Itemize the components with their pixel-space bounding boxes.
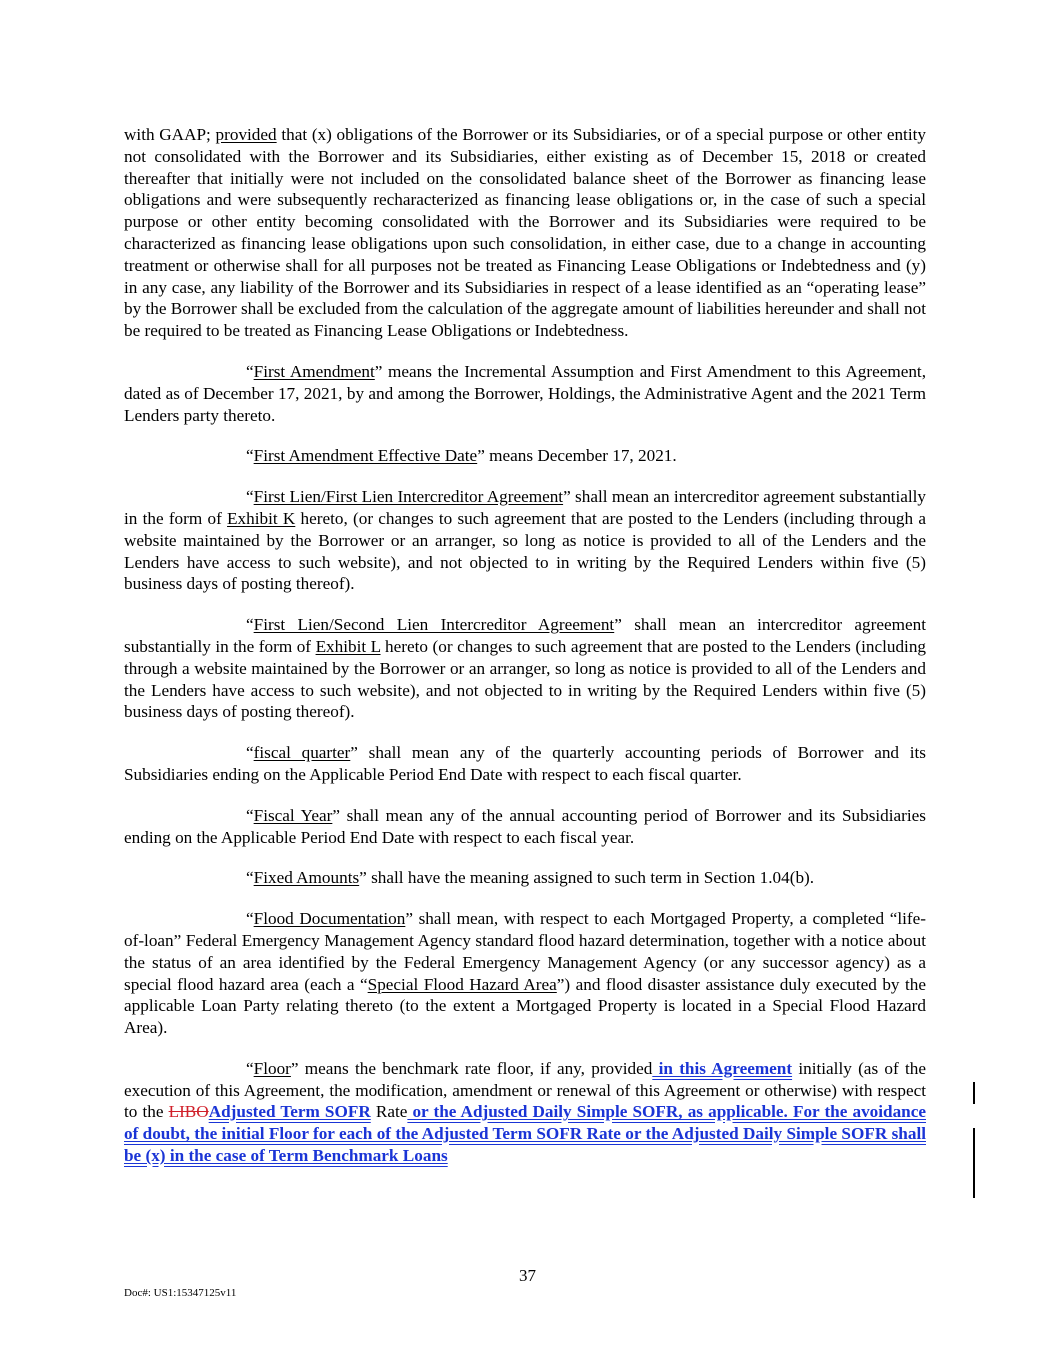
defined-term: First Amendment bbox=[253, 361, 375, 381]
document-body bbox=[124, 124, 926, 1186]
defined-term: First Lien/First Lien Intercreditor Agreement bbox=[253, 487, 564, 507]
text-run: “ bbox=[246, 361, 254, 381]
defined-term: Flood Documentation bbox=[253, 909, 406, 929]
paragraph-first-lien-first-lien bbox=[124, 486, 926, 595]
defined-term: First Amendment Effective Date bbox=[253, 446, 478, 466]
text-run: Rate bbox=[370, 1102, 408, 1122]
paragraph-fiscal-year bbox=[124, 805, 926, 849]
text-run: “ bbox=[246, 805, 254, 825]
text-run: ” shall mean an intercreditor agreement substantially in the form of bbox=[124, 615, 926, 656]
text-run: ” shall mean, with respect to each Mortgaged Property, a completed “life-of-loan” Federal Emergency Management Agency standard flood hazard determination, together with a notice about the status of an area identified by the Federal Emergency Management Agency (or any successor agency) as a special flood hazard area (each a “ bbox=[124, 909, 927, 994]
text-run: “ bbox=[246, 615, 254, 635]
change-bar bbox=[973, 1128, 975, 1198]
text-run: “ bbox=[246, 446, 254, 466]
text-run: hereto (or changes to such agreement that are posted to the Lenders (including through a website maintained by the Borrower or an arranger, so long as notice is provided to all of the Lenders and the Lenders have access to such website), and not objected to in writing by the Required Lenders within five (5) business days of posting thereof). bbox=[124, 636, 927, 722]
text-run: with GAAP; bbox=[124, 125, 216, 144]
text-run: ” shall mean any of the annual accounting period of Borrower and its Subsidiaries ending on the Applicable Period End Date with respect to each fiscal year. bbox=[124, 805, 926, 847]
page-number: 37 bbox=[519, 1266, 536, 1285]
text-run: that (x) obligations of the Borrower or its Subsidiaries, or of a special purpose or other entity not consolidated with the Borrower and its Subsidiaries, either existing as of December 15, 2018 or created thereafter that initially were not included on the consolidated balance sheet of the Borrower as financing lease obligations and were subsequently recharacterized as financing lease obligations or, in the case of such a special purpose or other entity becoming consolidated with the Borrower and its Subsidiaries were required to be characterized as financing lease obligations upon such consolidation, in either case, due to a change in accounting treatment or otherwise shall for all purposes not be treated as Financing Lease Obligations or Indebtedness and (y) in any case, any liability of the Borrower and its Subsidiaries in respect of a lease identified as an “operating lease” by the Borrower shall be excluded from the calculation of the aggregate amount of liabilities hereunder and shall not be required to be treated as Financing Lease Obligations or Indebtedness. bbox=[124, 125, 926, 341]
inserted-text: or the Adjusted Daily Simple SOFR, as applicable. For the avoidance of doubt, the initial Floor for each of the Adjusted Term SOFR Rate or the Adjusted Daily Simple SOFR shall be (x) in the case of Term Benchmark Loans bbox=[124, 1102, 926, 1166]
text-run: “ bbox=[246, 1058, 254, 1078]
text-run: ” shall mean any of the quarterly accounting periods of Borrower and its Subsidiaries ending on the Applicable Period End Date with respect to each fiscal quarter. bbox=[124, 743, 926, 784]
defined-term: Special Flood Hazard Area bbox=[367, 974, 557, 994]
text-run: ” shall mean an intercreditor agreement substantially in the form of bbox=[124, 487, 926, 528]
defined-term: Exhibit L bbox=[315, 636, 381, 656]
defined-term: Fixed Amounts bbox=[253, 868, 360, 888]
paragraph-gaap bbox=[124, 124, 926, 342]
text-run: ”) and flood disaster assistance duly executed by the applicable Loan Party relating thereto (to the extent a Mortgaged Property is located in a Special Flood Hazard Area). bbox=[124, 974, 926, 1038]
defined-term: Floor bbox=[253, 1058, 291, 1078]
text-run: ” means the Incremental Assumption and First Amendment to this Agreement, dated as of December 17, 2021, by and among the Borrower, Holdings, the Administrative Agent and the 2021 Term Lenders party thereto. bbox=[124, 361, 926, 425]
paragraph-floor bbox=[124, 1058, 926, 1167]
inserted-text: Adjusted Term SOFR bbox=[208, 1102, 371, 1122]
paragraph-first-amendment-effective-date bbox=[124, 445, 926, 467]
text-run: “ bbox=[246, 487, 254, 507]
defined-term: provided bbox=[215, 125, 277, 144]
paragraph-flood-documentation bbox=[124, 908, 926, 1039]
document-id: Doc#: US1:15347125v11 bbox=[124, 1287, 237, 1299]
deleted-text: LIBO bbox=[168, 1102, 209, 1122]
text-run: ” shall have the meaning assigned to such term in Section 1.04(b). bbox=[359, 868, 815, 888]
text-run: “ bbox=[246, 868, 254, 888]
text-run: ” means December 17, 2021. bbox=[477, 446, 677, 466]
inserted-text: in this Agreement bbox=[652, 1058, 793, 1078]
paragraph-first-amendment bbox=[124, 361, 926, 426]
text-run: “ bbox=[246, 909, 254, 929]
text-run: initially (as of the execution of this Agreement, the modification, amendment or renewal of this Agreement or otherwise) with respect to the bbox=[124, 1058, 926, 1122]
paragraph-fiscal-quarter bbox=[124, 742, 926, 786]
defined-term: fiscal quarter bbox=[253, 743, 351, 763]
defined-term: First Lien/Second Lien Intercreditor Agreement bbox=[253, 615, 615, 635]
defined-term: Fiscal Year bbox=[253, 805, 333, 825]
text-run: “ bbox=[246, 743, 254, 763]
defined-term: Exhibit K bbox=[227, 508, 296, 528]
text-run: hereto, (or changes to such agreement that are posted to the Lenders (including through a website maintained by the Borrower or an arranger, so long as notice is provided to all of the Lenders and the Lenders have access to such website), and not objected to in writing by the Required Lenders within five (5) business days of posting thereof). bbox=[124, 508, 926, 594]
change-bar bbox=[973, 1082, 975, 1104]
paragraph-fixed-amounts bbox=[124, 867, 926, 889]
paragraph-first-lien-second-lien bbox=[124, 614, 926, 723]
text-run: ” means the benchmark rate floor, if any, provided bbox=[290, 1058, 653, 1078]
